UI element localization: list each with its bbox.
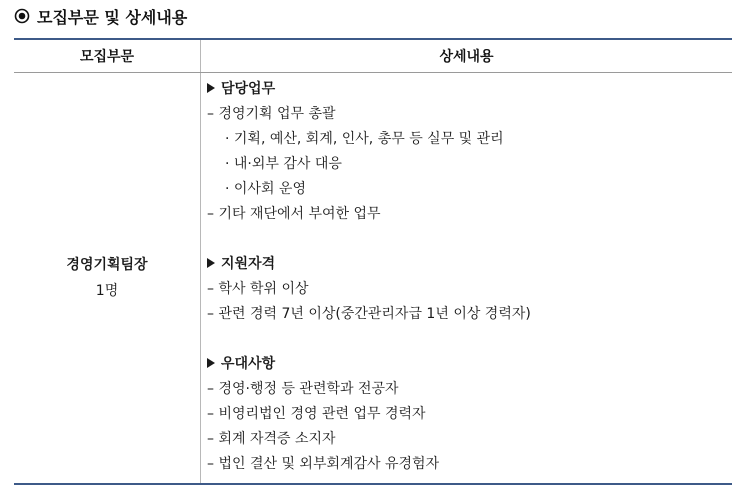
- list-item: – 경영·행정 등 관련학과 전공자: [207, 381, 399, 397]
- triangle-bullet-icon: [207, 83, 215, 93]
- dept-name: 경영기획팀장: [66, 257, 148, 273]
- triangle-bullet-icon: [207, 358, 215, 368]
- dept-count: 1명: [95, 283, 119, 299]
- table-header-row: [14, 39, 732, 73]
- list-item: – 관련 경력 7년 이상(중간관리자급 1년 이상 경력자): [207, 306, 531, 322]
- sub-list-item: · 기획, 예산, 회계, 인사, 총무 등 실무 및 관리: [225, 131, 504, 147]
- list-item: – 비영리법인 경영 관련 업무 경력자: [207, 406, 426, 422]
- section-heading-title: 모집부문 및 상세내용: [37, 7, 188, 27]
- sub-list-item: · 이사회 운영: [225, 181, 306, 197]
- dept-cell: [14, 73, 201, 485]
- section-title: [207, 77, 732, 102]
- section-title-label: 우대사항: [221, 356, 276, 372]
- list-item: – 법인 결산 및 외부회계감사 유경험자: [207, 456, 440, 472]
- section-title-label: 지원자격: [221, 256, 276, 272]
- detail-cell: [201, 73, 733, 485]
- list-item: – 경영기획 업무 총괄: [207, 106, 336, 122]
- section-gap: [207, 227, 732, 252]
- section-title-label: 담당업무: [221, 81, 276, 97]
- section-title: [207, 252, 732, 277]
- recruitment-table: [14, 38, 732, 485]
- header-detail: 상세내용: [201, 39, 733, 73]
- list-item: – 기타 재단에서 부여한 업무: [207, 206, 381, 222]
- list-item: – 학사 학위 이상: [207, 281, 309, 297]
- header-dept: 모집부문: [14, 39, 201, 73]
- detail-content: [201, 73, 732, 483]
- list-item: – 회계 자격증 소지자: [207, 431, 336, 447]
- bullseye-icon: [14, 8, 30, 24]
- table-row: [14, 73, 732, 485]
- section-heading: [14, 4, 187, 28]
- section-gap: [207, 327, 732, 352]
- sub-list-item: · 내·외부 감사 대응: [225, 156, 342, 172]
- triangle-bullet-icon: [207, 258, 215, 268]
- section-title: [207, 352, 732, 377]
